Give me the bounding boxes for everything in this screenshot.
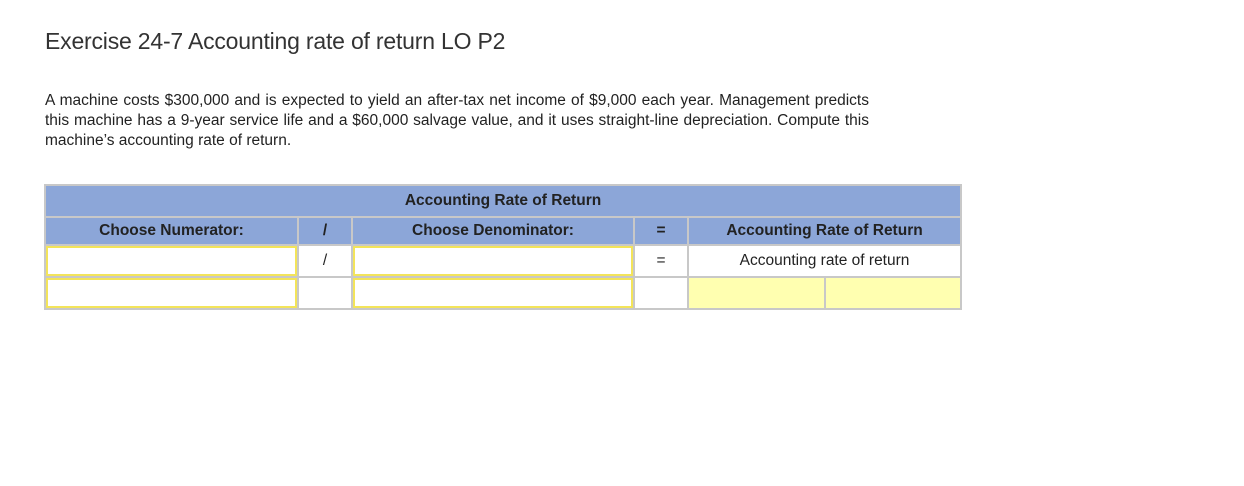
problem-text: A machine costs $300,000 and is expected to yield an after-tax net income of $9,000 each year. Management predicts this machine has a 9-year service life and a $60,000 salvage value, and it uses straight-line depreciation. Compute this machine’s accounting rate of return. — [45, 92, 869, 149]
exercise-title: Exercise 24-7 Accounting rate of return LO P2 — [45, 28, 506, 54]
numerator-value-cell — [45, 277, 298, 309]
result-value-cell-b — [825, 277, 961, 309]
numerator-value-input[interactable] — [46, 278, 297, 308]
table-header-row — [45, 217, 961, 245]
table-title-row — [45, 185, 961, 217]
equals-empty-cell — [634, 277, 688, 309]
denominator-label-cell — [352, 245, 634, 277]
result-value-input-b[interactable] — [826, 278, 960, 308]
denominator-label-select[interactable] — [353, 246, 633, 276]
numerator-label-cell — [45, 245, 298, 277]
result-header: Accounting Rate of Return — [688, 217, 961, 245]
equals-header: = — [634, 217, 688, 245]
table-row — [45, 277, 961, 309]
numerator-header: Choose Numerator: — [45, 217, 298, 245]
divide-empty-cell — [298, 277, 352, 309]
accounting-rate-of-return-table — [44, 184, 962, 310]
divide-sign: / — [298, 245, 352, 277]
table-title: Accounting Rate of Return — [45, 185, 961, 217]
denominator-value-cell — [352, 277, 634, 309]
result-value-cell-a — [688, 277, 825, 309]
equals-sign: = — [634, 245, 688, 277]
table-row — [45, 245, 961, 277]
result-label: Accounting rate of return — [688, 245, 961, 277]
divide-header: / — [298, 217, 352, 245]
denominator-value-input[interactable] — [353, 278, 633, 308]
numerator-label-select[interactable] — [46, 246, 297, 276]
result-value-input-a[interactable] — [689, 278, 824, 308]
denominator-header: Choose Denominator: — [352, 217, 634, 245]
